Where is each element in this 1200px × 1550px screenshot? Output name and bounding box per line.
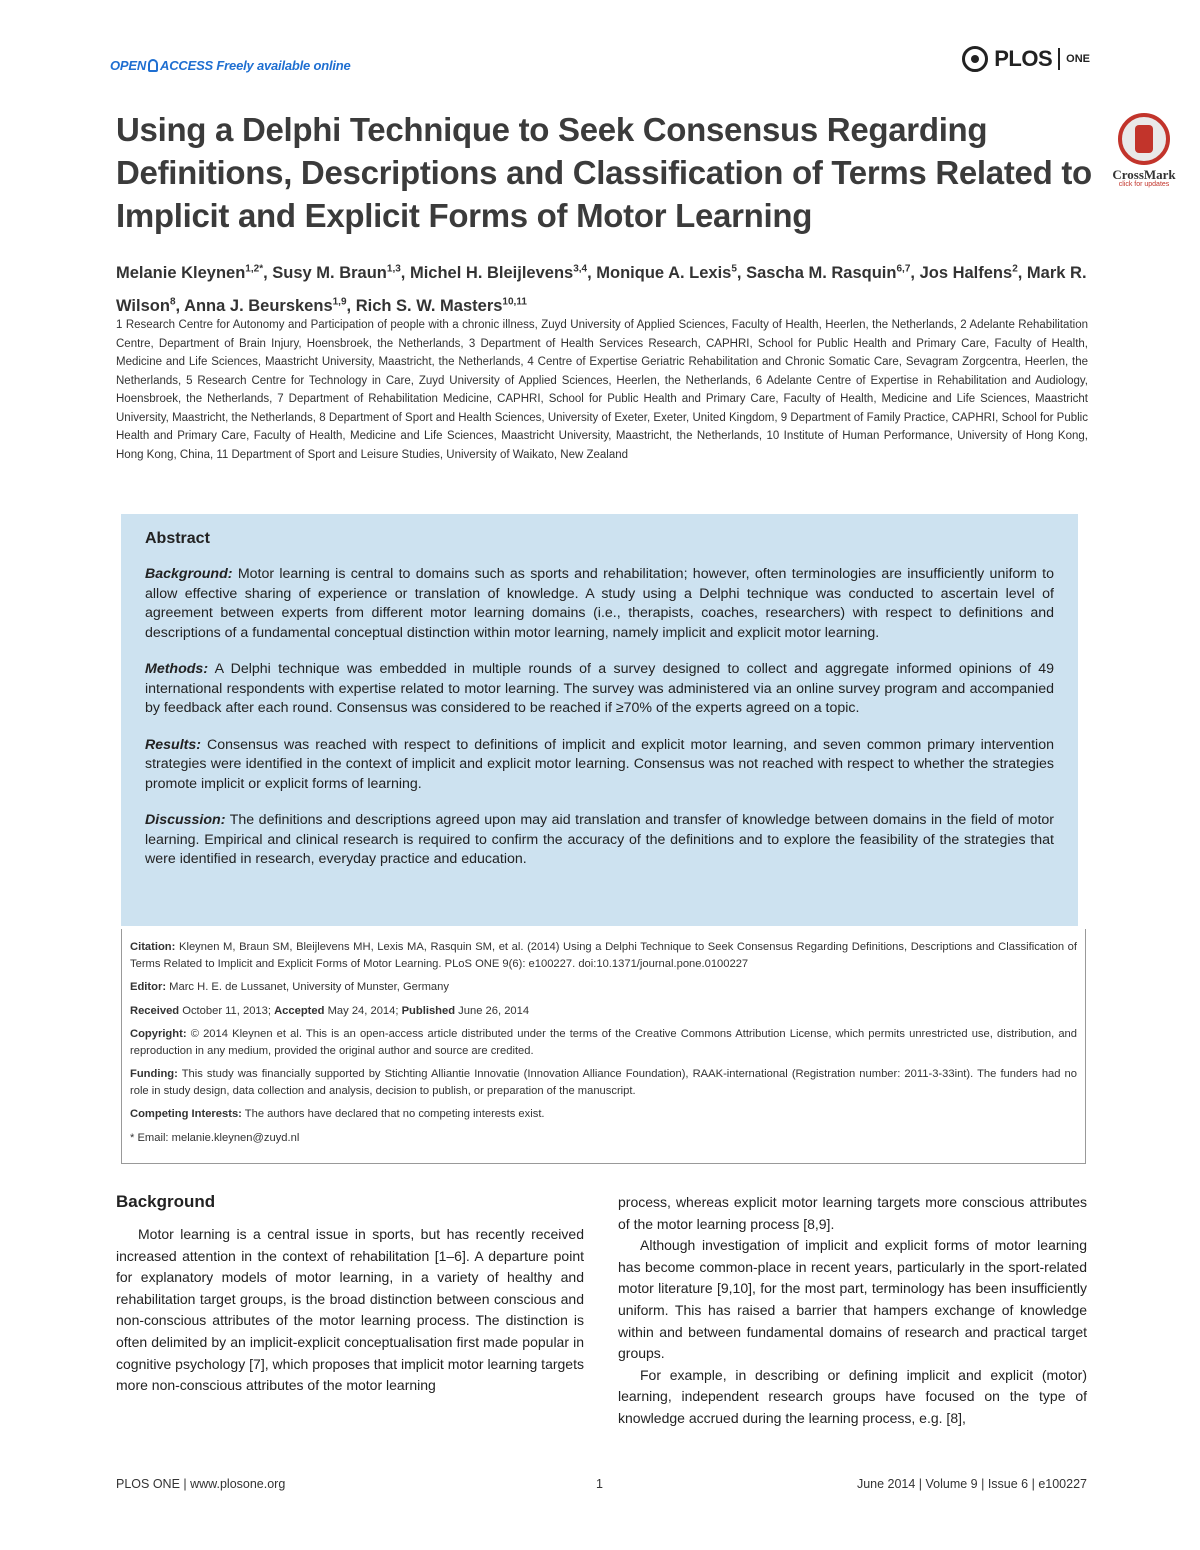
abstract-results: Results: Consensus was reached with respect to definitions of implicit and explicit motor learning, and seven common primary intervention strategies were identified in the context of implicit and explicit motor learning. Consensus was not reached with respect to whether the strategies promote implicit or explicit forms of learning. <box>145 736 1054 792</box>
footer-issue: June 2014 | Volume 9 | Issue 6 | e100227 <box>856 1477 1087 1491</box>
author: Anna J. Beurskens$^{1,9}$, <box>184 296 356 315</box>
author: Melanie Kleynen$^{1,2*}$, <box>116 263 273 282</box>
abstract-heading: Abstract <box>145 530 210 547</box>
email[interactable]: * Email: melanie.kleynen@zuyd.nl <box>130 1131 300 1144</box>
page-number: 1 <box>596 1477 603 1491</box>
affiliations: 1 Research Centre for Autonomy and Participation of people with a chronic illness, Zuyd University of Applied Sciences, Faculty of Health, Heerlen, the Netherlands, 2 Adelante Rehabilitation Centre, Department of Brain Injury, Hoensbroek, the Netherlands, 3 Department of Health Services Research, CAPHRI, School for Public Health and Primary Care, Faculty of Health, Medicine and Life Sciences, Maastricht University, Maastricht, the Netherlands, 4 Centre of Expertise Geriatric Rehabilitation and Chronic Somatic Care, Sevagram Zorgcentra, Heerlen, the Netherlands, 5 Research Centre for Technology in Care, Zuyd University of Applied Sciences, Heerlen, the Netherlands, 6 Adelante Centre of Expertise in Rehabilitation and Audiology, Hoensbroek, the Netherlands, 7 Department of Rehabilitation Medicine, CAPHRI, School for Public Health and Primary Care, Faculty of Health, Medicine and Life Sciences, Maastricht University, Maastricht, the Netherlands, 8 Department of Sport and Health Sciences, University of Exeter, Exeter, United Kingdom, 9 Department of Family Practice, CAPHRI, School for Public Health and Primary Care, Faculty of Health, Medicine and Life Sciences, Maastricht University, Maastricht, the Netherlands, 10 Institute of Human Performance, University of Hong Kong, Hong Kong, China, 11 Department of Sport and Leisure Studies, University of Waikato, New Zealand <box>116 319 1088 461</box>
open-access-text-post: ACCESS Freely available online <box>160 58 351 73</box>
editor: Editor: Marc H. E. de Lussanet, University of Munster, Germany <box>130 981 449 993</box>
body-paragraph: process, whereas explicit motor learning targets more conscious attributes of the motor learning process [8,9]. <box>618 1194 1087 1232</box>
author: Mark R. Wilson$^8$, <box>116 263 1087 315</box>
author-list <box>116 254 1091 321</box>
abstract-discussion: Discussion: The definitions and descriptions agreed upon may aid translation and transfer of knowledge between domains in the field of motor learning. Empirical and clinical research is required to confirm the accuracy of the definitions and to explore the feasibility of the strategies that were identified in research, everyday practice and education. <box>145 812 1055 867</box>
author: Jos Halfens$^2$, <box>919 263 1027 282</box>
body-paragraph: Although investigation of implicit and explicit forms of motor learning has become common-place in recent years, particularly in the sport-related motor literature [9,10], for the most part, terminology has been insufficiently uniform. This has raised a barrier that hampers exchange of knowledge within and between fundamental domains of research and practical target groups. <box>618 1237 1087 1362</box>
body-paragraph: Motor learning is a central issue in sports, but has recently received increased attention in the context of rehabilitation [1–6]. A departure point for explanatory models of motor learning, in a variety of healthy and rehabilitation target groups, is the broad distinction between conscious and non-conscious attributes of the motor learning process. The distinction is often delimited by an implicit-explicit conceptualisation first made popular in cognitive psychology [7], which proposes that implicit motor learning targets more non-conscious attributes of the motor learning <box>116 1226 584 1394</box>
dates: Received October 11, 2013; Accepted May 24, 2014; Published June 26, 2014 <box>130 1004 530 1017</box>
crossmark-badge[interactable] <box>1104 113 1184 188</box>
crossmark-sub: click for updates <box>1118 181 1170 188</box>
open-lock-icon <box>148 59 158 72</box>
citation: Citation: Kleynen M, Braun SM, Bleijlevens MH, Lexis MA, Rasquin SM, et al. (2014) Using a Delphi Technique to Seek Consensus Regarding Definitions, Descriptions and Classification of Terms Related to Implicit and Explicit Forms of Motor Learning. PLoS ONE 9(6): e100227. doi:10.1371/journal.pone.0100227 <box>130 941 1078 970</box>
footer-journal: PLOS ONE | www.plosone.org <box>116 1477 286 1491</box>
body-paragraph: For example, in describing or defining implicit and explicit (motor) learning, independent research groups have focused on the type of knowledge accrued during the learning process, e.g. [8], <box>618 1366 1087 1426</box>
plos-logo-sub: ONE <box>1066 53 1090 65</box>
article-title: Using a Delphi Technique to Seek Consensus Regarding Definitions, Descriptions and Classification of Terms Related to Implicit and Explicit Forms of Motor Learning <box>116 111 1092 234</box>
funding: Funding: This study was financially supported by Stichting Alliantie Innovatie (Innovation Alliance Foundation), RAAK-international (Registration number: 2011-3-33int). The funders had no role in study design, data collection and analysis, decision to publish, or preparation of the manuscript. <box>130 1068 1078 1097</box>
author: Susy M. Braun$^{1,3}$, <box>272 263 410 282</box>
plos-one-logo <box>962 46 1090 72</box>
competing-interests: Competing Interests: The authors have declared that no competing interests exist. <box>130 1108 545 1120</box>
plos-logo-icon <box>962 46 988 72</box>
open-access-text-pre: OPEN <box>110 58 147 73</box>
section-heading: Background <box>116 1192 216 1211</box>
crossmark-icon <box>1118 113 1170 165</box>
author: Monique A. Lexis$^5$, <box>596 263 747 282</box>
body-column-right <box>618 1192 1087 1430</box>
crossmark-label: CrossMark <box>1112 167 1176 182</box>
abstract-box <box>121 514 1078 926</box>
plos-logo-text: PLOS <box>994 46 1053 71</box>
abstract-methods: Methods: A Delphi technique was embedded in multiple rounds of a survey designed to collect and aggregate informed opinions of 49 international respondents with expertise related to motor learning. The survey was administered via an online survey program and accompanied by feedback after each round. Consensus was considered to be reached if ≥70% of the experts agreed on a topic. <box>145 661 1054 716</box>
author: Rich S. W. Masters$^{10,11}$ <box>355 296 527 315</box>
copyright: Copyright: © 2014 Kleynen et al. This is an open-access article distributed under the terms of the Creative Commons Attribution License, which permits unrestricted use, distribution, and reproduction in any medium, provided the original author and source are credited. <box>130 1028 1077 1057</box>
article-metadata <box>121 929 1086 1164</box>
body-column-left <box>116 1192 584 1397</box>
author: Sascha M. Rasquin$^{6,7}$, <box>746 263 920 282</box>
open-access-banner <box>110 58 351 73</box>
logo-separator <box>1058 48 1060 70</box>
author: Michel H. Bleijlevens$^{3,4}$, <box>409 263 597 282</box>
abstract-background: Background: Motor learning is central to domains such as sports and rehabilitation; however, often terminologies are insufficiently uniform to allow effective sharing of experience or translation of knowledge. A study using a Delphi technique was conducted to ascertain level of agreement between experts from different motor learning domains (i.e., therapists, coaches, researchers) with respect to definitions and descriptions of a fundamental conceptual distinction within motor learning, namely implicit and explicit motor learning. <box>145 566 1054 641</box>
